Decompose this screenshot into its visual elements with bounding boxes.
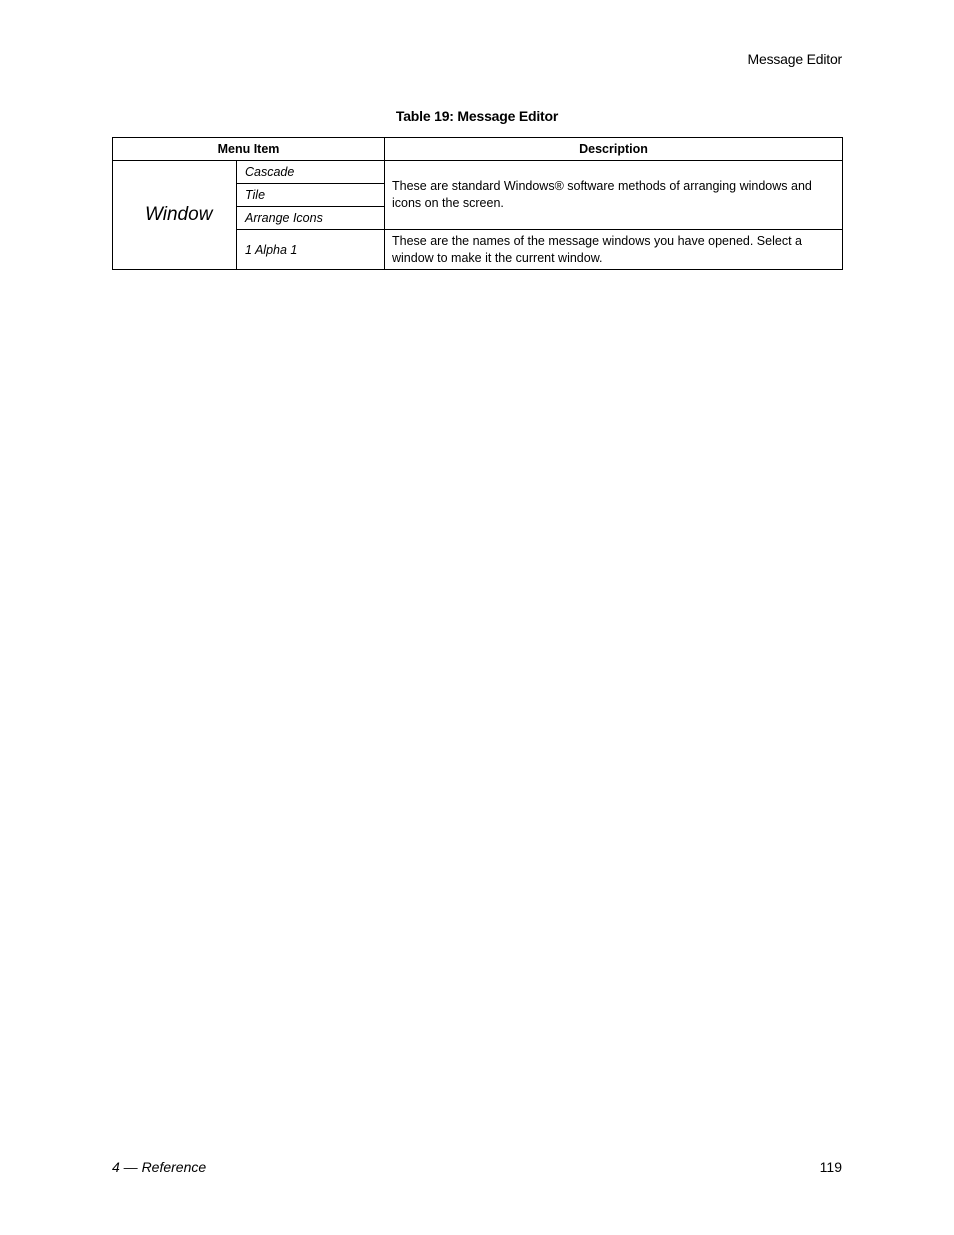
footer-chapter: 4 — Reference — [112, 1159, 207, 1175]
message-editor-table — [112, 137, 843, 270]
sub-item-window-list: 1 Alpha 1 — [237, 230, 385, 270]
table-row — [113, 161, 843, 184]
running-header: Message Editor — [747, 51, 842, 67]
description-arrange: These are standard Windows® software methods of arranging windows and icons on the screen. — [385, 161, 843, 230]
footer-page-number: 119 — [819, 1159, 842, 1175]
menu-group-window: Window — [113, 161, 237, 270]
sub-item-tile: Tile — [237, 184, 385, 207]
menu-item-column-header: Menu Item — [113, 138, 385, 161]
sub-item-arrange-icons: Arrange Icons — [237, 207, 385, 230]
description-column-header: Description — [385, 138, 843, 161]
sub-item-cascade: Cascade — [237, 161, 385, 184]
table-caption: Table 19: Message Editor — [395, 108, 559, 124]
table-header-row — [113, 138, 843, 161]
description-window-list: These are the names of the message windows you have opened. Select a window to make it the current window. — [385, 230, 843, 270]
